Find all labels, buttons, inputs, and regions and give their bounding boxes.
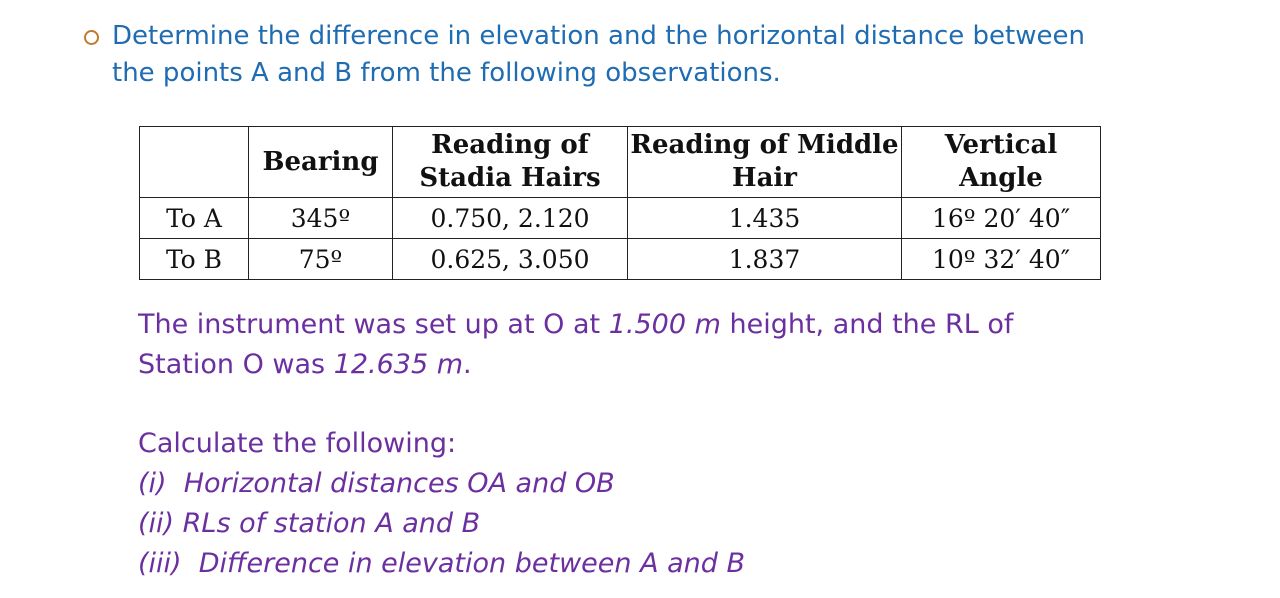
- table-row: [140, 198, 1101, 239]
- header-middle: [628, 127, 902, 198]
- header-blank: [140, 127, 249, 198]
- header-stadia-line-2: Stadia Hairs: [419, 163, 601, 193]
- setup-line-1: [138, 305, 1013, 345]
- cell-stadia: 0.625, 3.050: [393, 239, 628, 280]
- setup-line-2: [138, 345, 1013, 385]
- header-vertical-line-2: Angle: [959, 163, 1043, 193]
- question-line-2: the points A and B from the following observations.: [112, 58, 781, 88]
- tasks-paragraph: [138, 424, 745, 584]
- question-line-1: Determine the difference in elevation and the horizontal distance between: [112, 21, 1085, 51]
- cell-stadia: 0.750, 2.120: [393, 198, 628, 239]
- header-middle-line-1: Reading of Middle: [630, 130, 899, 160]
- setup-text: Station O was: [138, 349, 334, 380]
- cell-vertical: 10º 32′ 40″: [902, 239, 1101, 280]
- table-row: [140, 239, 1101, 280]
- cell-middle: 1.435: [628, 198, 902, 239]
- setup-text: height, and the RL of: [720, 309, 1014, 340]
- cell-bearing: 75º: [249, 239, 393, 280]
- header-stadia: [393, 127, 628, 198]
- setup-text: The instrument was set up at O at: [138, 309, 609, 340]
- bullet-circle-icon: [84, 30, 99, 45]
- task-item: (iii) Difference in elevation between A and B: [138, 548, 746, 579]
- header-bearing: Bearing: [249, 127, 393, 198]
- setup-text: .: [463, 349, 472, 380]
- table-header-row: [140, 127, 1101, 198]
- header-vertical-line-1: Vertical: [944, 130, 1058, 160]
- task-item: (i) Horizontal distances OA and OB: [138, 468, 615, 499]
- task-item: (ii) RLs of station A and B: [138, 508, 481, 539]
- station-o-rl: 12.635 m: [333, 349, 464, 380]
- cell-middle: 1.837: [628, 239, 902, 280]
- tasks-heading: Calculate the following:: [138, 428, 457, 459]
- setup-paragraph: [138, 305, 1013, 385]
- cell-station: To A: [140, 198, 249, 239]
- cell-station: To B: [140, 239, 249, 280]
- header-middle-line-2: Hair: [732, 163, 797, 193]
- observations-table: [139, 126, 1101, 280]
- instrument-height: 1.500 m: [608, 309, 721, 340]
- cell-bearing: 345º: [249, 198, 393, 239]
- cell-vertical: 16º 20′ 40″: [902, 198, 1101, 239]
- header-stadia-line-1: Reading of: [431, 130, 589, 160]
- question-text: [112, 18, 1172, 92]
- header-vertical: [902, 127, 1101, 198]
